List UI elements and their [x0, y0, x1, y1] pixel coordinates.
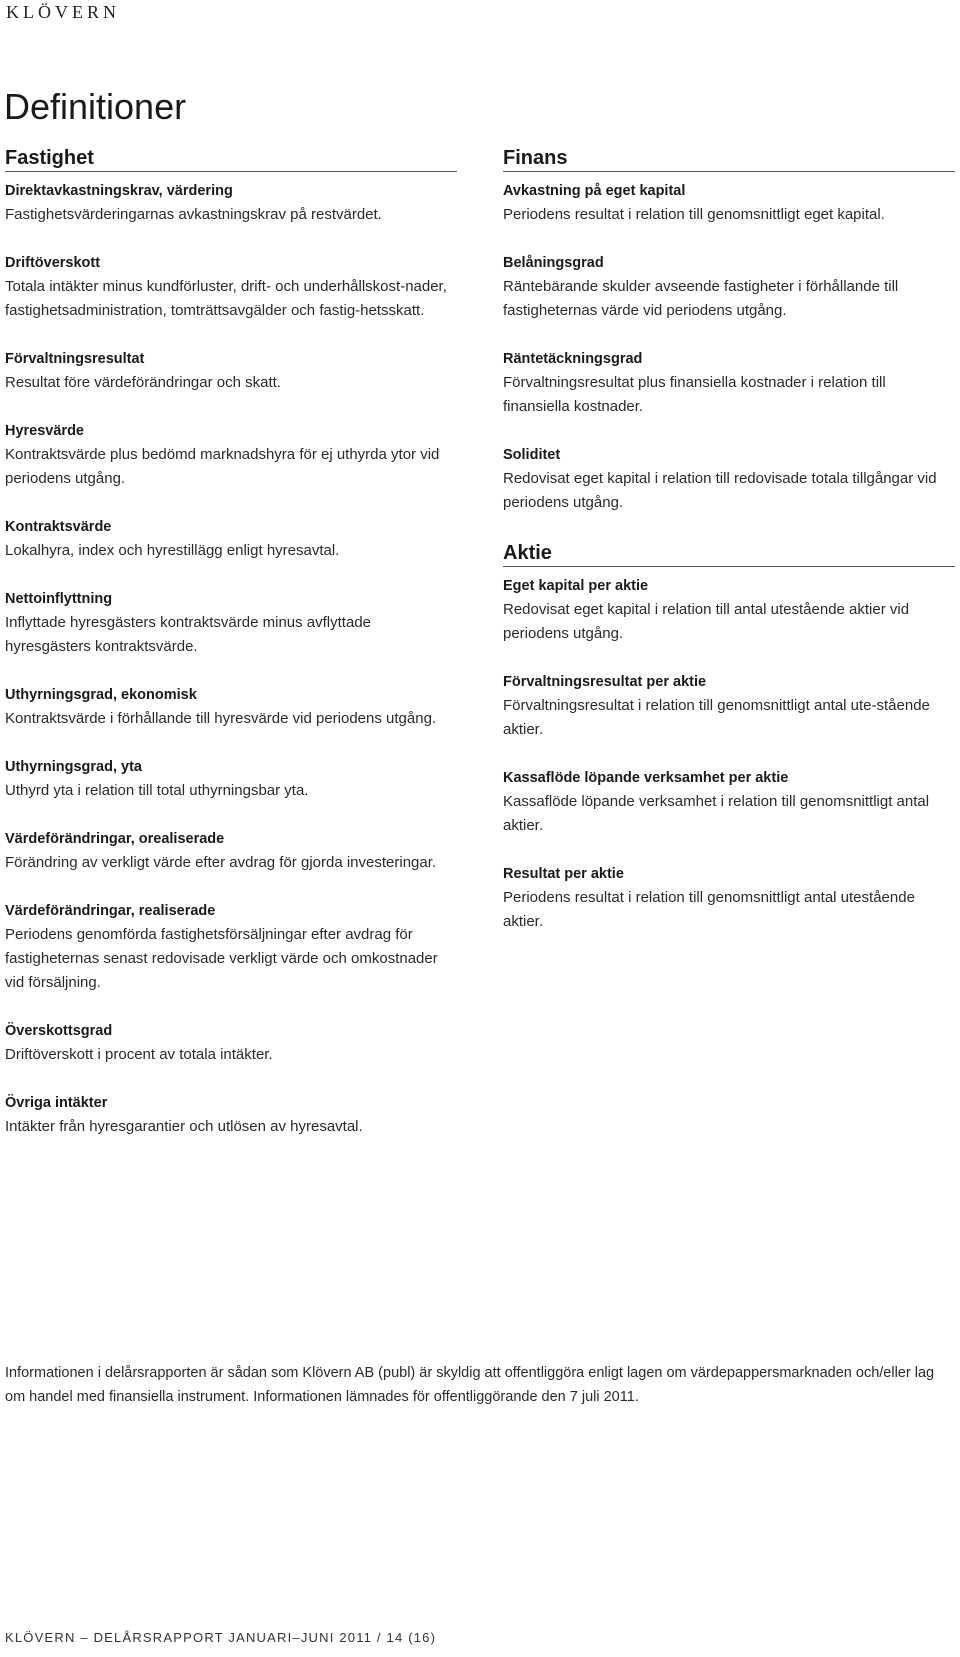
- definition-term: Resultat per aktie: [503, 866, 624, 882]
- finans-aktie-column: [503, 146, 955, 958]
- definition-description: Resultat före värdeförändringar och skatt.: [5, 374, 281, 391]
- definition-term: Kassaflöde löpande verksamhet per aktie: [503, 770, 789, 786]
- definition-term: Hyresvärde: [5, 423, 84, 439]
- definition-description: Uthyrd yta i relation till total uthyrningsbar yta.: [5, 782, 309, 799]
- definition-term: Direktavkastningskrav, värdering: [5, 183, 233, 199]
- definition-description: Periodens resultat i relation till genomsnittligt antal utestående aktier.: [503, 889, 915, 930]
- definition-item: [5, 515, 457, 563]
- definition-term: Soliditet: [503, 447, 561, 463]
- definition-description: Redovisat eget kapital i relation till redovisade totala tillgångar vid periodens utgång.: [503, 470, 937, 511]
- definition-item: [5, 347, 457, 395]
- definition-description: Periodens genomförda fastighetsförsäljningar efter avdrag för fastigheternas senast redovisade verkligt värde och omkostnader vid försäljning.: [5, 926, 438, 991]
- definition-term: Nettoinflyttning: [5, 591, 113, 607]
- definition-item: [503, 670, 955, 742]
- definition-term: Övriga intäkter: [5, 1095, 108, 1111]
- definition-list-fastighet: [5, 179, 457, 1139]
- definition-description: Kontraktsvärde i förhållande till hyresvärde vid periodens utgång.: [5, 710, 437, 727]
- definition-item: [503, 766, 955, 838]
- definition-item: [503, 347, 955, 419]
- definition-item: [5, 827, 457, 875]
- definition-item: [5, 419, 457, 491]
- definition-description: Periodens resultat i relation till genomsnittligt eget kapital.: [503, 206, 885, 223]
- definition-item: [503, 443, 955, 515]
- definition-item: [5, 683, 457, 731]
- definition-term: Överskottsgrad: [5, 1023, 113, 1039]
- definition-term: Uthyrningsgrad, ekonomisk: [5, 687, 197, 703]
- definition-term: Värdeförändringar, realiserade: [5, 903, 216, 919]
- definition-description: Kassaflöde löpande verksamhet i relation till genomsnittligt antal aktier.: [503, 793, 930, 834]
- definition-item: [5, 1091, 457, 1139]
- section-heading-fastighet: Fastighet: [5, 146, 457, 172]
- definition-term: Uthyrningsgrad, yta: [5, 759, 142, 775]
- definition-description: Förvaltningsresultat plus finansiella kostnader i relation till finansiella kostnader.: [503, 374, 886, 415]
- definition-term: Eget kapital per aktie: [503, 578, 649, 594]
- definition-item: [503, 862, 955, 934]
- section-heading-aktie: Aktie: [503, 541, 955, 567]
- definition-term: Förvaltningsresultat: [5, 351, 145, 367]
- definition-term: Förvaltningsresultat per aktie: [503, 674, 707, 690]
- definition-description: Fastighetsvärderingarnas avkastningskrav på restvärdet.: [5, 206, 382, 223]
- section-heading-finans: Finans: [503, 146, 955, 172]
- definition-list-finans: [503, 179, 955, 515]
- fastighet-column: [5, 146, 457, 1163]
- definition-description: Driftöverskott i procent av totala intäkter.: [5, 1046, 273, 1063]
- definition-item: [5, 899, 457, 995]
- definition-item: [5, 755, 457, 803]
- definition-term: Belåningsgrad: [503, 255, 604, 271]
- definition-description: Förvaltningsresultat i relation till genomsnittligt antal ute-stående aktier.: [503, 697, 930, 738]
- definition-list-aktie: [503, 574, 955, 934]
- definition-description: Förändring av verkligt värde efter avdrag för gjorda investeringar.: [5, 854, 437, 871]
- definition-item: [5, 587, 457, 659]
- definition-term: Räntetäckningsgrad: [503, 351, 643, 367]
- definition-term: Avkastning på eget kapital: [503, 183, 686, 199]
- definition-description: Intäkter från hyresgarantier och utlösen av hyresavtal.: [5, 1118, 363, 1135]
- definition-description: Lokalhyra, index och hyrestillägg enligt hyresavtal.: [5, 542, 340, 559]
- definition-term: Kontraktsvärde: [5, 519, 112, 535]
- definition-item: [503, 251, 955, 323]
- definition-item: [503, 574, 955, 646]
- company-logo: KLÖVERN: [6, 2, 120, 22]
- definition-item: [5, 251, 457, 323]
- definition-description: Redovisat eget kapital i relation till antal utestående aktier vid periodens utgång.: [503, 601, 910, 642]
- page-footer: KLÖVERN – DELÅRSRAPPORT JANUARI–JUNI 2011 / 14 (16): [5, 1630, 437, 1645]
- definition-description: Räntebärande skulder avseende fastigheter i förhållande till fastigheternas värde vid periodens utgång.: [503, 278, 899, 319]
- definition-description: Inflyttade hyresgästers kontraktsvärde minus avflyttade hyresgästers kontraktsvärde.: [5, 614, 372, 655]
- definition-term: Värdeförändringar, orealiserade: [5, 831, 225, 847]
- definition-term: Driftöverskott: [5, 255, 101, 271]
- disclaimer-text: Informationen i delårsrapporten är sådan som Klövern AB (publ) är skyldig att offentliggöra enligt lagen om värdepappersmarknaden och/eller lag om handel med finansiella instrument. Informationen lämnades för offentliggörande den 7 juli 2011.: [5, 1365, 935, 1405]
- definition-item: [5, 179, 457, 227]
- definition-description: Totala intäkter minus kundförluster, drift- och underhållskost-nader, fastighetsadministration, tomträttsavgälder och fastig-hetsskatt.: [5, 278, 447, 319]
- definition-description: Kontraktsvärde plus bedömd marknadshyra för ej uthyrda ytor vid periodens utgång.: [5, 446, 440, 487]
- definition-item: [5, 1019, 457, 1067]
- definition-item: [503, 179, 955, 227]
- page-title: Definitioner: [4, 86, 187, 127]
